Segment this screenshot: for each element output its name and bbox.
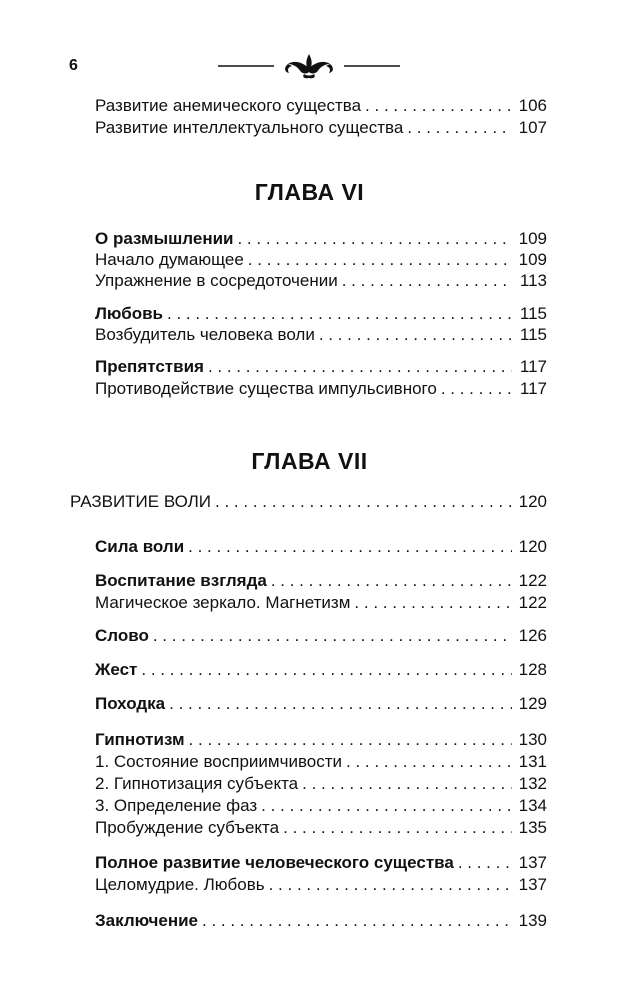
dot-leader bbox=[458, 852, 512, 873]
entry-page: 120 bbox=[518, 492, 547, 511]
toc-entry bbox=[95, 910, 547, 931]
entry-title: 1. Состояние восприимчивости bbox=[95, 752, 343, 771]
entry-title: 3. Определение фаз bbox=[95, 796, 258, 815]
chapter-heading: ГЛАВА VI bbox=[254, 179, 365, 205]
entry-title: Заключение bbox=[95, 911, 198, 930]
dot-leader bbox=[248, 249, 512, 270]
entry-page: 129 bbox=[518, 694, 547, 713]
dot-leader bbox=[346, 751, 512, 772]
entry-title: Развитие интеллектуального существа bbox=[95, 118, 404, 137]
entry-page: 122 bbox=[518, 593, 547, 612]
entry-title: Походка bbox=[95, 694, 166, 713]
entry-title: О размышлении bbox=[95, 229, 234, 248]
dot-leader bbox=[189, 729, 512, 750]
entry-page: 130 bbox=[518, 730, 547, 749]
entry-title: Любовь bbox=[95, 304, 164, 323]
entry-page: 109 bbox=[518, 229, 547, 248]
dot-leader bbox=[342, 270, 512, 291]
toc-entry bbox=[95, 303, 547, 324]
entry-page: 122 bbox=[518, 571, 547, 590]
toc-entry bbox=[95, 729, 547, 750]
dot-leader bbox=[271, 570, 512, 591]
entry-title: Жест bbox=[95, 660, 138, 679]
entry-title: Пробуждение субъекта bbox=[95, 818, 280, 837]
entry-page: 132 bbox=[518, 774, 547, 793]
entry-page: 128 bbox=[518, 660, 547, 679]
entry-title: Слово bbox=[95, 626, 149, 645]
dot-leader bbox=[169, 693, 512, 714]
toc-entry bbox=[95, 356, 547, 377]
dot-leader bbox=[208, 356, 512, 377]
entry-title: Целомудрие. Любовь bbox=[95, 875, 265, 894]
toc-entry bbox=[95, 95, 547, 116]
entry-page: 134 bbox=[518, 796, 547, 815]
entry-title: Воспитание взгляда bbox=[95, 571, 267, 590]
entry-title: Препятствия bbox=[95, 357, 204, 376]
dot-leader bbox=[153, 625, 512, 646]
dot-leader bbox=[141, 659, 512, 680]
dot-leader bbox=[441, 378, 512, 399]
dot-leader bbox=[319, 324, 512, 345]
entry-title: Возбудитель человека воли bbox=[95, 325, 315, 344]
entry-page: 117 bbox=[519, 379, 547, 398]
entry-page: 107 bbox=[518, 118, 547, 137]
entry-title: 2. Гипнотизация субъекта bbox=[95, 774, 299, 793]
entry-title: Противодействие существа импульсивного bbox=[95, 379, 437, 398]
entry-page: 126 bbox=[518, 626, 547, 645]
dot-leader bbox=[261, 795, 512, 816]
entry-page: 135 bbox=[518, 818, 547, 837]
dot-leader bbox=[302, 773, 512, 794]
toc-entry bbox=[95, 592, 547, 613]
dot-leader bbox=[215, 491, 512, 512]
dot-leader bbox=[188, 536, 512, 557]
entry-title: Сила воли bbox=[95, 537, 185, 556]
toc-entry bbox=[70, 491, 547, 512]
toc-entry bbox=[95, 324, 547, 345]
entry-page: 117 bbox=[519, 357, 547, 376]
toc-entry bbox=[95, 659, 547, 680]
toc-entry bbox=[95, 874, 547, 895]
dot-leader bbox=[354, 592, 512, 613]
entry-title: Упражнение в сосредоточении bbox=[95, 271, 338, 290]
toc-entry bbox=[95, 270, 547, 291]
entry-title: Начало думающее bbox=[95, 250, 244, 269]
toc-entry bbox=[95, 570, 547, 591]
toc-entry bbox=[95, 536, 547, 557]
dot-leader bbox=[283, 817, 512, 838]
entry-title: Магическое зеркало. Магнетизм bbox=[95, 593, 351, 612]
dot-leader bbox=[365, 95, 512, 116]
entry-page: 109 bbox=[518, 250, 547, 269]
page-number: 6 bbox=[69, 57, 78, 74]
dot-leader bbox=[167, 303, 512, 324]
entry-page: 106 bbox=[518, 96, 547, 115]
toc-entry bbox=[95, 378, 547, 399]
entry-page: 113 bbox=[519, 271, 547, 290]
dot-leader bbox=[269, 874, 512, 895]
entry-title: РАЗВИТИЕ ВОЛИ bbox=[70, 492, 212, 511]
entry-page: 137 bbox=[518, 875, 547, 894]
toc-entry bbox=[95, 817, 547, 838]
dot-leader bbox=[202, 910, 512, 931]
entry-page: 137 bbox=[518, 853, 547, 872]
toc-entry bbox=[95, 228, 547, 249]
toc-entry bbox=[95, 117, 547, 138]
entry-title: Развитие анемического существа bbox=[95, 96, 362, 115]
toc-entry bbox=[95, 249, 547, 270]
toc-entry bbox=[95, 693, 547, 714]
entry-page: 139 bbox=[518, 911, 547, 930]
entry-page: 115 bbox=[519, 304, 547, 323]
dot-leader bbox=[237, 228, 512, 249]
entry-title: Полное развитие человеческого существа bbox=[95, 853, 454, 872]
toc-entry bbox=[95, 852, 547, 873]
toc-entry bbox=[95, 795, 547, 816]
entry-page: 115 bbox=[519, 325, 547, 344]
entry-page: 120 bbox=[518, 537, 547, 556]
toc-entry bbox=[95, 625, 547, 646]
chapter-heading: ГЛАВА VII bbox=[251, 448, 368, 474]
toc-entry bbox=[95, 773, 547, 794]
entry-page: 131 bbox=[518, 752, 547, 771]
dot-leader bbox=[407, 117, 512, 138]
toc-entry bbox=[95, 751, 547, 772]
entry-title: Гипнотизм bbox=[95, 730, 185, 749]
